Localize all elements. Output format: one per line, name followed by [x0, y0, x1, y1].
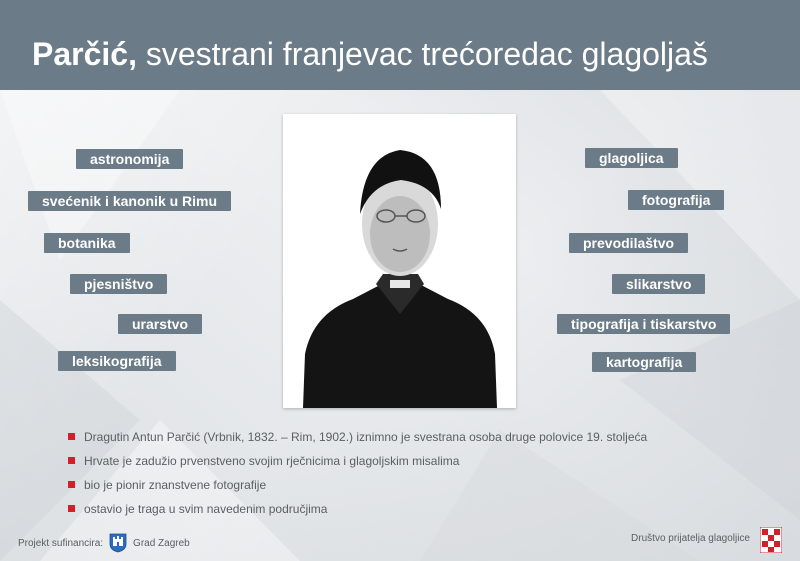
bullet-square-icon: [68, 481, 75, 488]
bullet-square-icon: [68, 433, 75, 440]
tag-svecenik: svećenik i kanonik u Rimu: [28, 191, 231, 211]
bullet-text: ostavio je traga u svim navedenim područjima: [84, 502, 328, 516]
tag-glagoljica: glagoljica: [585, 148, 678, 168]
sponsor-label: Projekt sufinancira:: [18, 537, 104, 549]
list-item: [68, 500, 647, 524]
bullet-square-icon: [68, 457, 75, 464]
list-item: [68, 476, 647, 500]
tag-tipografija: tipografija i tiskarstvo: [557, 314, 730, 334]
page-title: [32, 34, 708, 74]
bullet-square-icon: [68, 505, 75, 512]
bullet-text: bio je pionir znanstvene fotografije: [84, 478, 267, 492]
header-bar: [0, 0, 800, 90]
portrait-drawing: [283, 114, 516, 408]
bullet-text: Hrvate je zadužio prvenstveno svojim rječnicima i glagoljskim misalima: [84, 454, 460, 468]
organization-name: Društvo prijatelja glagoljice: [631, 533, 750, 544]
bullet-list: [68, 428, 647, 524]
list-item: [68, 452, 647, 476]
tag-botanika: botanika: [44, 233, 130, 253]
bullet-text: Dragutin Antun Parčić (Vrbnik, 1832. – Rim, 1902.) iznimno je svestrana osoba druge polovice 19. stoljeća: [84, 430, 648, 444]
tag-kartografija: kartografija: [592, 352, 696, 372]
tag-prevodilastvo: prevodilaštvo: [569, 233, 688, 253]
sponsor-name: Grad Zagreb: [133, 537, 190, 549]
tag-urarstvo: urarstvo: [118, 314, 202, 334]
sponsor-credit: [18, 533, 190, 553]
tag-slikarstvo: slikarstvo: [612, 274, 705, 294]
title-name: Parčić,: [32, 36, 137, 72]
tag-pjesnistvo: pjesništvo: [70, 274, 167, 294]
title-subtitle: svestrani franjevac trećoredac glagoljaš: [145, 36, 708, 72]
tag-leksikografija: leksikografija: [58, 351, 176, 371]
list-item: [68, 428, 647, 452]
glagolitic-club-logo-icon: [760, 527, 782, 553]
tag-astronomija: astronomija: [76, 149, 183, 169]
portrait-photo: [283, 114, 516, 408]
zagreb-coat-of-arms-icon: [109, 533, 127, 553]
tag-fotografija: fotografija: [628, 190, 724, 210]
